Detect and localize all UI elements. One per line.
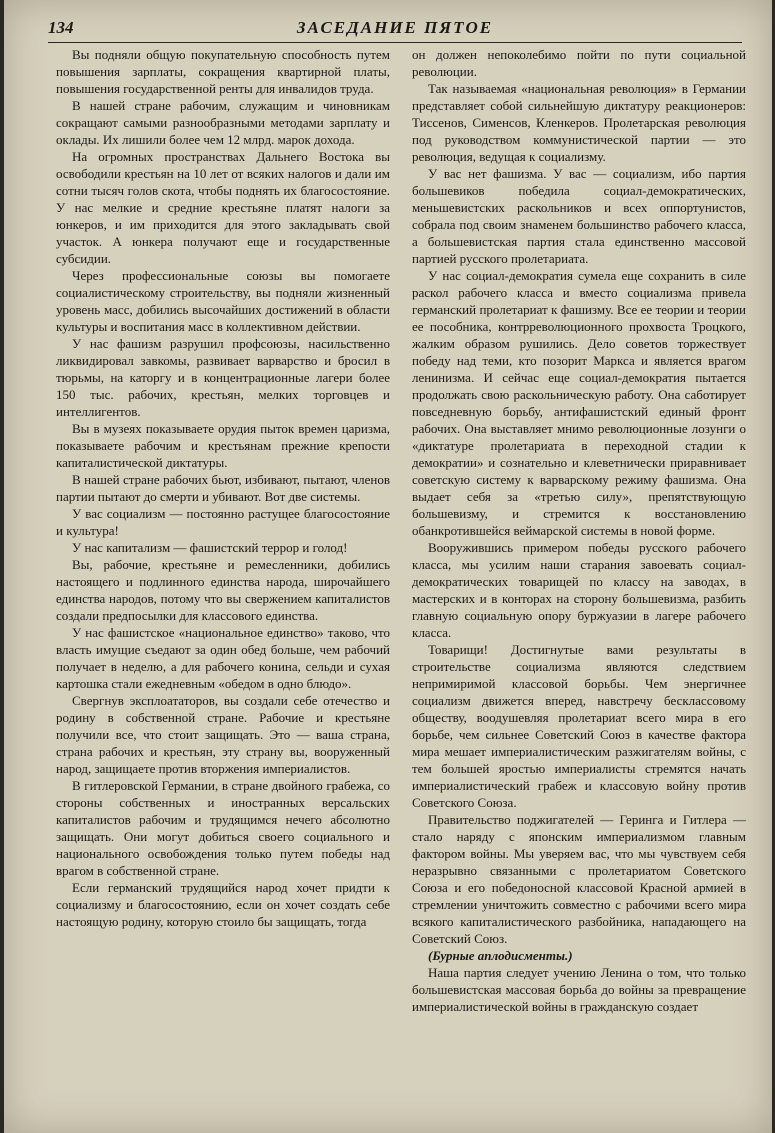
paragraph: Вы в музеях показываете орудия пыток времен царизма, показываете рабочим и крестьянам прежние крепости капиталистической диктатуры. [56,421,390,470]
paragraph: Вы, рабочие, крестьяне и ремесленники, добились настоящего и подлинного единства народа, широчайшего единства народов, потому что вы свержением капиталистов создали предпосылки для классового единства. [56,557,390,623]
page-header [48,12,742,43]
paragraph: Если германский трудящийся народ хочет придти к социализму и благосостоянию, если он хочет создать себе настоящую родину, которую стоило бы защищать, тогда [56,880,390,929]
text-columns [56,46,746,1096]
paragraph: Через профессиональные союзы вы помогаете социалистическому строительству, вы подняли жизненный уровень масс, добились высочайших достижений в области культуры и воспитания масс в коллективном действии. [56,268,390,334]
paragraph: Свергнув эксплоататоров, вы создали себе отечество и родину в собственной стране. Рабочие и крестьяне получили все, что стоит защищать. Это — ваша страна, страна рабочих и крестьян, эту страну вы, вооруженный народ, защищаете против вторжения империалистов. [56,693,390,776]
paragraph: В гитлеровской Германии, в стране двойного грабежа, со стороны собственных и иностранных версальских капиталистов рабочим и трудящимся нечего абсолютно защищать. Они могут добиться своего социального и национального освобождения только путем победы над врагом в собственной стране. [56,778,390,878]
paragraph: У нас капитализм — фашистский террор и голод! [72,540,348,555]
paragraph: Так называемая «национальная революция» в Германии представляет собой сильнейшую диктатуру реакционеров: Тиссенов, Сименсов, Кленкеров. Пролетарская революция под руководством коммунистической партии — это революция, ведущая к социализму. [412,81,746,164]
paragraph: Наша партия следует учению Ленина о том, что только большевистская массовая борьба до войны за превращение империалистической войны в гражданскую создает [412,965,746,1014]
paragraph: Товарищи! Достигнутые вами результаты в строительстве социализма являются следствием непримиримой классовой борьбы. Чем энергичнее социализм движется вперед, навстречу бесклассовому обществу, воодушевляя пролетариат всего мира в его борьбе, чем сильнее Советский Союз в качестве фактора мира мешает империалистическим разжигателям войны, с тем большей яростью империалисты стремятся начать империалистический грабеж и классовую войну против Советского Союза. [412,642,746,810]
paragraph: На огромных пространствах Дальнего Востока вы освободили крестьян на 10 лет от всяких налогов и дали им сотни тысяч голов скота, чтобы поднять их благосостояние. У нас мелкие и средние крестьяне платят налоги за юнкеров, и им приходится для этого закладывать свой участок. А юнкера получают еще и государственные субсидии. [56,149,390,266]
paragraph: У вас нет фашизма. У вас — социализм, ибо партия большевиков победила социал-демократических, меньшевистских раскольников и всех оппортунистов, собрала под своим знаменем большинство рабочего класса, а большевистская партия стала единственно массовой партией русского пролетариата. [412,166,746,266]
running-head: ЗАСЕДАНИЕ ПЯТОЕ [296,18,494,37]
paragraph: У вас социализм — постоянно растущее благосостояние и культура! [56,506,390,538]
paragraph: он должен непоколебимо пойти по пути социальной революции. [412,47,746,79]
right-column [412,46,746,1096]
paragraph: У нас социал-демократия сумела еще сохранить в силе раскол рабочего класса и вместо социализма привела германский пролетариат к фашизму. Все ее теории и теории ее пособника, контрреволюционного прохвоста Троцкого, жалким образом рушились. Дело советов торжествует победу над теми, кто позорит Маркса и является врагом ленинизма. И сейчас еще социал-демократия пытается продолжать свою раскольническую работу. Она саботирует повседневную борьбу, антифашистский единый фронт рабочих. Она выставляет мнимо революционные лозунги о «диктатуре пролетариата в переходной стадии к демократии» и сознательно и клеветнически приравнивает советскую систему к варварскому режиму фашизма. Она выдает себя за «третью силу», препятствующую большевизму, и стремится к восстановлению обанкротившейся веймарской системы в новой форме. [412,268,746,538]
paragraph: Правительство поджигателей — Геринга и Гитлера — стало наряду с японским империализмом главным фактором войны. Мы уверяем вас, что мы чувствуем себя неразрывно связанными с пролетариатом Советского Союза и его победоносной классовой Красной армией в стремлении уничтожить совместно с рабочими всего мира всякого капиталистического разбойника, нападающего на Советский Союз. [412,812,746,946]
paragraph: В нашей стране рабочих бьют, избивают, пытают, членов партии пытают до смерти и убивают. Вот две системы. [56,472,390,504]
paragraph: Вооружившись примером победы русского рабочего класса, мы усилим наши старания завоевать социал-демократических товарищей по классу на заводах, в мастерских и в конторах на сторону большевизма, разбить главную социальную опору буржуазии в лагере рабочего класса. [412,540,746,640]
left-column [56,46,390,1096]
paragraph: У нас фашизм разрушил профсоюзы, насильственно ликвидировал завкомы, развивает варварство и бросил в тюрьмы, на каторгу и в концентрационные лагери более 150 тыс. рабочих, крестьян, мелких торговцев и интеллигентов. [56,336,390,419]
page-number: 134 [48,18,74,37]
paragraph: В нашей стране рабочим, служащим и чиновникам сокращают самыми разнообразными методами зарплату и оклады. Их лишили более чем 12 млрд. марок дохода. [56,98,390,147]
paragraph: У нас фашистское «национальное единство» таково, что власть имущие съедают за один обед больше, чем рабочий получает в неделю, а для рабочего конина, сельди и сухая картошка стали ежедневным «обедом в одно блюдо». [56,625,390,691]
paragraph: Вы подняли общую покупательную способность путем повышения зарплаты, сокращения квартирной платы, повышения государственной ренты для инвалидов труда. [56,47,390,96]
book-page [4,0,772,1133]
paragraph: (Бурные аплодисменты.) [428,948,573,963]
